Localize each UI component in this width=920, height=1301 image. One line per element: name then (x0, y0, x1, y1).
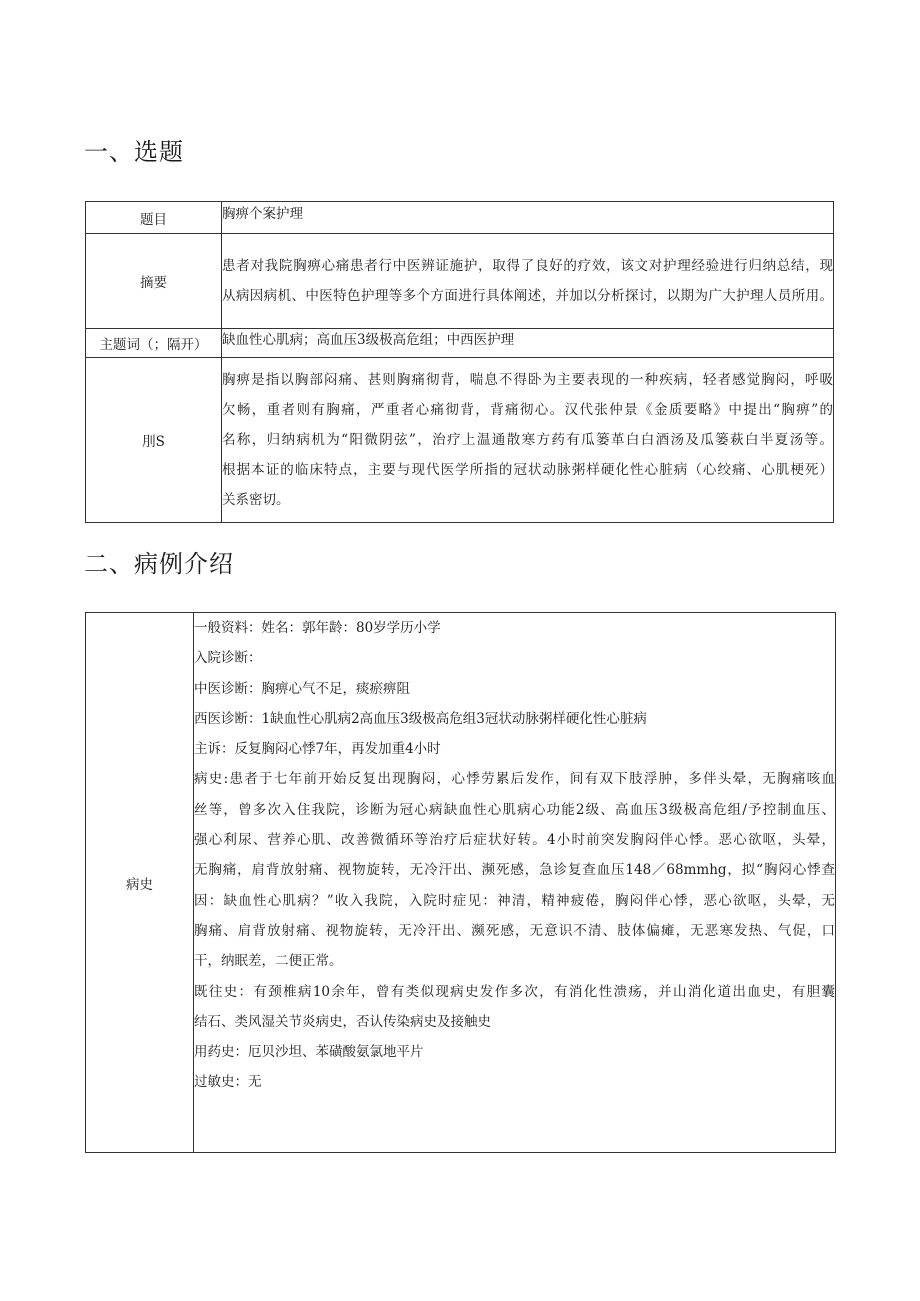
history-line: 西医诊断：1缺血性心肌病2高血压3级极高危组3冠状动脉粥样硬化性心脏病 (194, 710, 647, 727)
table-row-title (86, 202, 834, 234)
intro-line: 关系密切。 (222, 492, 290, 508)
table-row-keywords (86, 329, 834, 358)
label-abstract: 摘要 (86, 234, 222, 329)
intro-line: 根据本证的临床特点，主要与现代医学所指的冠状动脉粥样硬化性心脏病（心绞痛、心肌梗死） (222, 462, 833, 478)
abstract-line: 患者对我院胸痹心痛患者行中医辨证施护，取得了良好的疗效，该文对护理经验进行归纳总结，现 (222, 258, 833, 274)
history-line: 丝等，曾多次入住我院，诊断为冠心病缺血性心肌病心功能2级、高血压3级极高危组/予控制血压、 (194, 801, 835, 818)
value-keywords (222, 329, 834, 358)
value-history (194, 613, 836, 1153)
label-title: 题目 (86, 202, 222, 234)
history-line: 因：缺血性心肌病？”收入我院，入院时症见：神清，精神疲倦，胸闷伴心悸，恶心欲呕，头晕，无 (194, 892, 835, 909)
value-title (222, 202, 834, 234)
history-line: 入院诊断： (194, 650, 262, 667)
history-line: 结石、类风湿关节炎病史，否认传染病史及接触史 (194, 1013, 491, 1030)
history-line: 干，纳眠差，二便正常。 (194, 953, 343, 970)
section-heading-case: 二、病例介绍 (84, 550, 234, 578)
table-row-abstract (86, 234, 834, 329)
history-line: 主诉：反复胸闷心悸7年，再发加重4小时 (194, 741, 441, 758)
history-line: 用药史：厄贝沙坦、苯磺酸氨氯地平片 (194, 1044, 424, 1061)
history-line: 病史:患者于七年前开始反复出现胸闷，心悸劳累后发作，间有双下肢浮肿，多伴头晕，无胸痛咳血 (194, 771, 835, 788)
history-line: 无胸痛，肩背放射痛、视物旋转，无冷汗出、濒死感，急诊复查血压148／68mmhg，拟“胸闷心悸查 (194, 862, 835, 879)
intro-line: 名称，归纳病机为“阳微阴弦”，治疗上温通散寒方药有瓜篓革白白酒汤及瓜篓萩白半夏汤等。 (222, 432, 833, 448)
keywords-text: 缺血性心肌病；高血压3级极高危组；中西医护理 (222, 332, 515, 348)
history-line: 胸痛、肩背放射痛、视物旋转，无冷汗出、濒死感，无意识不清、肢体偏瘫，无恶寒发热、气促，口 (194, 922, 835, 939)
history-line: 一般资料：姓名：郭年龄：80岁学历小学 (194, 620, 441, 636)
label-keywords: 主题词（；隔开） (86, 329, 222, 358)
history-line: 既往史：有颈椎病10余年，曾有类似现病史发作多次，有消化性溃疡，并山消化道出血史，有胆囊 (194, 983, 835, 1000)
history-line: 过敏史：无 (194, 1074, 262, 1091)
label-history: 病史 (86, 613, 194, 1153)
topic-table (85, 201, 834, 523)
case-table (85, 612, 836, 1153)
value-introduction (222, 358, 834, 523)
history-line: 中医诊断：胸痹心气不足，痰瘀痹阻 (194, 680, 410, 697)
intro-line: 胸痹是指以胸部闷痛、甚则胸痛彻背，喘息不得卧为主要表现的一种疾病，轻者感觉胸闷，呼吸 (222, 372, 833, 388)
title-text: 胸痹个案护理 (222, 206, 303, 222)
table-row-history (86, 613, 836, 1153)
history-line: 强心利尿、营养心肌、改善微循环等治疗后症状好转。4小时前突发胸闷伴心悸。恶心欲呕，头晕， (194, 832, 835, 849)
table-row-introduction (86, 358, 834, 523)
label-introduction: 刖S (86, 358, 222, 523)
value-abstract (222, 234, 834, 329)
intro-line: 欠畅，重者则有胸痛，严重者心痛彻背，背痛彻心。汉代张仲景《金质要略》中提出“胸痹”的 (222, 402, 833, 418)
abstract-line: 从病因病机、中医特色护理等多个方面进行具体阐述，并加以分析探讨，以期为广大护理人员所用。 (222, 288, 833, 304)
section-heading-topic: 一、选题 (84, 138, 184, 166)
